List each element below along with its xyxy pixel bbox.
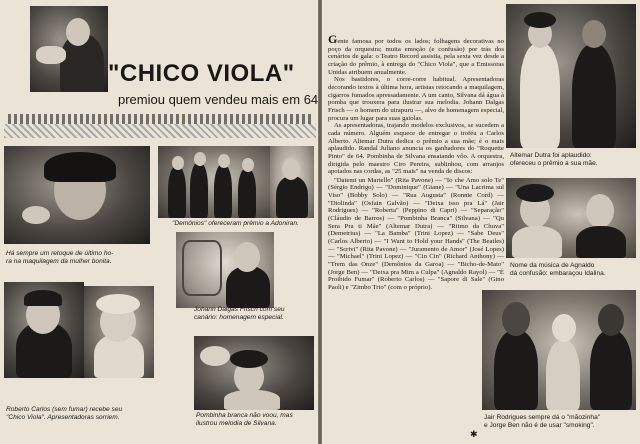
photo-agnaldo-idalina	[506, 178, 636, 258]
article-body	[328, 32, 504, 292]
caption-makeup: Há sempre um retoque de último ho- ra na maquilagem da mulher bonita.	[6, 250, 114, 265]
photo-jair-jorge	[482, 290, 636, 410]
photo-presenter-blonde	[84, 286, 154, 378]
photo-woman-makeup	[4, 146, 150, 244]
photo-johann-canary	[176, 232, 274, 308]
caption-jair: Jair Rodrigues sempre dá o "mãozinha" e Jorge Ben não é de usar "smoking".	[484, 414, 601, 429]
caption-roberto: Roberto Carlos (sem fumar) recebe seu "Chico Viola". Apresentadoras sorriem.	[6, 406, 123, 421]
song-list: "Datemi un Martello" (Rita Pavone) — "Io che Amo solo Te" (Sérgio Endrigo) — "Dominique" (Giane) — "Una Lacrima sul Viso" (Bobby Solo) — "Rua Augusta" (Ronnie Cord) — "Diolinda" (Osfain Galvão) — "Deixa isso pra Lá" (Jair Rodrigues) — "Roberta" (Peppino di Capri) — "Separação" (Cláudio de Barros) — "Pombinha Branca" (Silvana) — "Qu Sera Pra ti Mãe" (Altemar Dutra) — "Ritmo da Chuva" (Demetrius) — "La Bamba" (Trini Lopez) — "Sabe Deus" (Carlos Alberto) — "I Want to Hold your Hands" (The Beatles) — "Scrivi" (Rita Pavone) — "Juramento de Amor" (José Lopes) — "Michael" (Trini Lopez) — "Cin Cin" (Richard Anthony) — "Trem das Onze" (Demônios da Garoa) — "Bicho-de-Mato" (Jorge Ben) — "Deixa pra Mim a Culpa" (Agnaldo Rayol) — "É Proibido Fumar" (Roberto Carlos) — "Sapore di Sale" (Gino Paoli) e "Zimbo Trio" (com o próprio).	[328, 176, 504, 291]
photo-altemar-dutra	[506, 4, 636, 148]
photo-man-with-hand	[30, 6, 108, 92]
caption-pombinha: Pombinha branca não voou, mas ilustrou melodia de Silvana.	[196, 412, 293, 427]
article-subtitle: premiou quem vendeu mais em 64	[118, 92, 318, 107]
photo-pombinha	[194, 336, 314, 410]
photo-roberto-carlos	[4, 282, 84, 378]
caption-demonios: "Demônios" ofereceram prêmio a Adoniran.	[172, 220, 299, 227]
article-title: "CHICO VIOLA"	[108, 60, 295, 87]
photo-man-right	[270, 146, 314, 218]
article-paragraph: Nos bastidores, o corre-corre habitual. Apresentadoras decorando textos à última hora, artistas retocando a maquilagem, cigarros fumados apressadamente. A um canto, Silvana dá água à pomba que trouxera para ilustrar sua melodia. Johann Dalgas Frisch — o homem do uirapuru —, alvo de homenagem especial, procura um lugar para suas gaiolas.	[328, 76, 504, 122]
article-paragraph: As apresentadoras, trajando modelos exclusivos, se sucedem a cada número. Alguém esquece de entregar o troféu a Carlos Alberto. Altemar Dutra dedica o prêmio a sua mãe; é o mais aplaudido. Randal Juliano anuncia os ganhadores do "Roquette Pinto" de 64. Pombinha de Silvana ensaiando vôo. A orquestra, dirigida pelo maestro Ciro Pereira, sublinhou, com arranjos apoiados nas cordas, as "25 mais" na venda de discos:	[328, 122, 504, 176]
end-mark: ✱	[470, 430, 478, 440]
photo-demonios	[158, 146, 270, 218]
decorative-border	[8, 114, 312, 124]
caption-altemar: Altemar Dutra foi aplaudido: ofereceu o prêmio a sua mãe.	[510, 152, 598, 167]
article-paragraph: Gente famosa por todos os lados; folhagens decorativas no poço da orquestra; muita emoção (e confusão) por trás dos cenários de gala: o Teatro Record assistia, pela sexta vez desde a criação do prêmio, à entrega do "Chico Viola", que a Emissoras Unidas atribuem anualmente.	[328, 32, 504, 76]
left-page	[0, 0, 318, 444]
caption-agnaldo: Nome da música de Agnaldo dá confusão: embaraçou Idalina.	[510, 262, 606, 277]
right-page	[322, 0, 640, 444]
decorative-pattern	[4, 124, 316, 138]
caption-johann: Johann Dalgas Frisch com seu canário: homenagem especial.	[194, 306, 285, 321]
